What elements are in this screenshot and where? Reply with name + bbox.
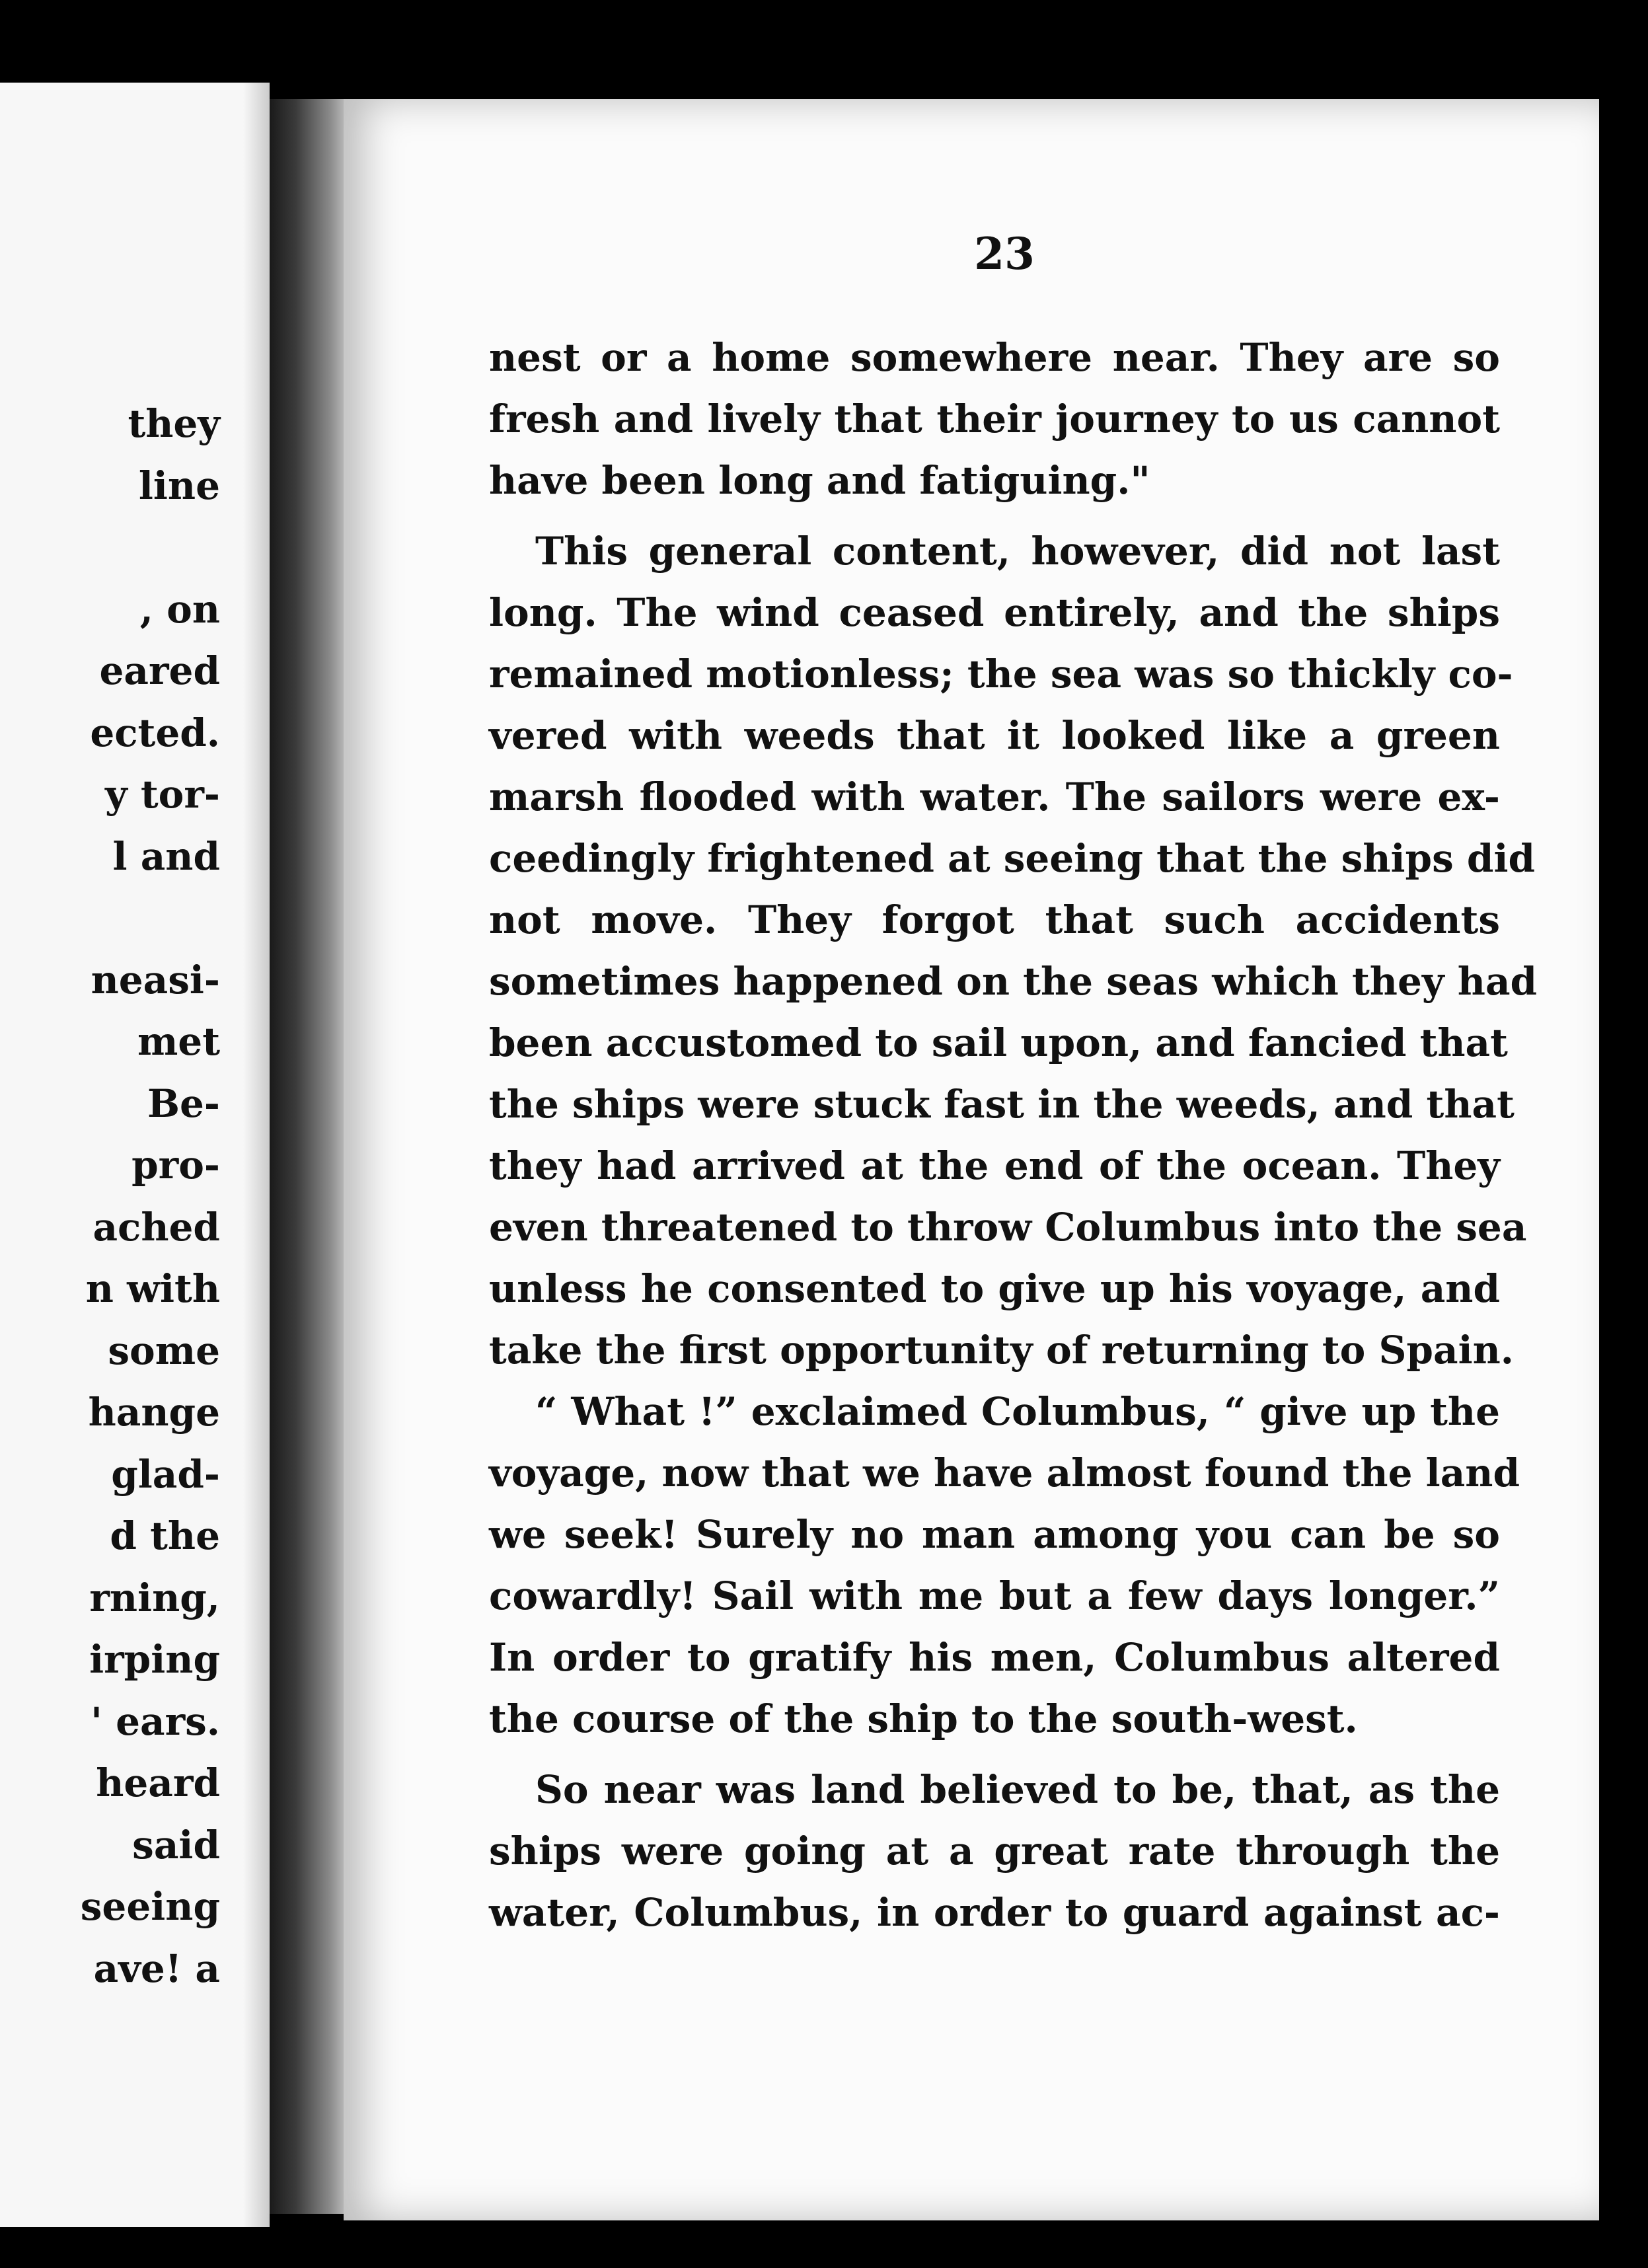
text-line: ceedingly frightened at seeing that the ships did — [489, 836, 1536, 881]
text-line: eared — [99, 648, 220, 693]
text-line: ' ears. — [91, 1698, 220, 1744]
text-line: In order to gratify his men, Columbus altered — [489, 1635, 1500, 1680]
text-line: they — [128, 401, 220, 446]
text-line: long. The wind ceased entirely, and the ships — [489, 590, 1500, 635]
text-line: marsh flooded with water. The sailors were ex- — [489, 775, 1500, 819]
text-line: y tor- — [105, 772, 220, 817]
text-line: have been long and fatiguing." — [489, 458, 1150, 503]
text-line: we seek! Surely no man among you can be so — [489, 1512, 1500, 1557]
text-line: heard — [96, 1760, 220, 1805]
text-line: l and — [112, 833, 220, 879]
text-line: some — [108, 1328, 220, 1373]
text-line: , on — [139, 586, 220, 632]
text-line: d the — [110, 1513, 220, 1558]
text-line: said — [132, 1822, 220, 1868]
page-number: 23 — [974, 228, 1035, 280]
text-line: vered with weeds that it looked like a green — [489, 713, 1500, 758]
text-line: ected. — [90, 710, 220, 755]
text-line: line — [138, 463, 220, 508]
text-line: take the first opportunity of returning to Spain. — [489, 1328, 1514, 1373]
text-line: met — [137, 1019, 220, 1064]
text-line: glad- — [111, 1451, 220, 1497]
text-line: This general content, however, did not last — [535, 529, 1500, 574]
text-line: ships were going at a great rate through the — [489, 1829, 1500, 1873]
text-line: pro- — [131, 1143, 220, 1188]
text-line: “ What !” exclaimed Columbus, “ give up the — [535, 1389, 1500, 1434]
text-line: rning, — [89, 1575, 220, 1620]
text-line — [81, 888, 220, 950]
text-line: nest or a home somewhere near. They are so — [489, 335, 1500, 380]
text-line: Be- — [147, 1080, 220, 1126]
text-line — [81, 517, 220, 579]
text-line: remained motionless; the sea was so thickly co- — [489, 652, 1513, 697]
text-line: seeing — [80, 1884, 220, 1929]
text-line: water, Columbus, in order to guard against ac- — [489, 1890, 1500, 1935]
text-line: ave! a — [93, 1946, 220, 1991]
text-line: the ships were stuck fast in the weeds, and that — [489, 1082, 1515, 1127]
text-line: ached — [93, 1204, 220, 1250]
text-line: unless he consented to give up his voyage, and — [489, 1266, 1500, 1311]
previous-page-text — [81, 393, 220, 2000]
previous-page — [0, 83, 270, 2227]
text-line: even threatened to throw Columbus into the sea — [489, 1205, 1527, 1250]
text-line: they had arrived at the end of the ocean. They — [489, 1143, 1500, 1188]
page-body-text — [489, 327, 1538, 1944]
text-line: voyage, now that we have almost found the land — [489, 1451, 1520, 1495]
text-line: the course of the ship to the south-west. — [489, 1696, 1358, 1741]
book-spine-shadow — [270, 99, 356, 2214]
text-line: not move. They forgot that such accidents — [489, 897, 1500, 942]
text-line: n with — [85, 1266, 220, 1311]
text-line: fresh and lively that their journey to us cannot — [489, 397, 1500, 441]
text-line: cowardly! Sail with me but a few days longer.” — [489, 1573, 1500, 1618]
page-gutter-shade — [243, 83, 270, 2227]
text-line: irping — [89, 1637, 220, 1682]
text-line: neasi- — [91, 957, 220, 1002]
text-line: sometimes happened on the seas which they had — [489, 959, 1538, 1004]
text-line: hange — [88, 1390, 220, 1435]
text-line: been accustomed to sail upon, and fancied that — [489, 1020, 1508, 1065]
text-line: So near was land believed to be, that, as the — [535, 1767, 1500, 1812]
